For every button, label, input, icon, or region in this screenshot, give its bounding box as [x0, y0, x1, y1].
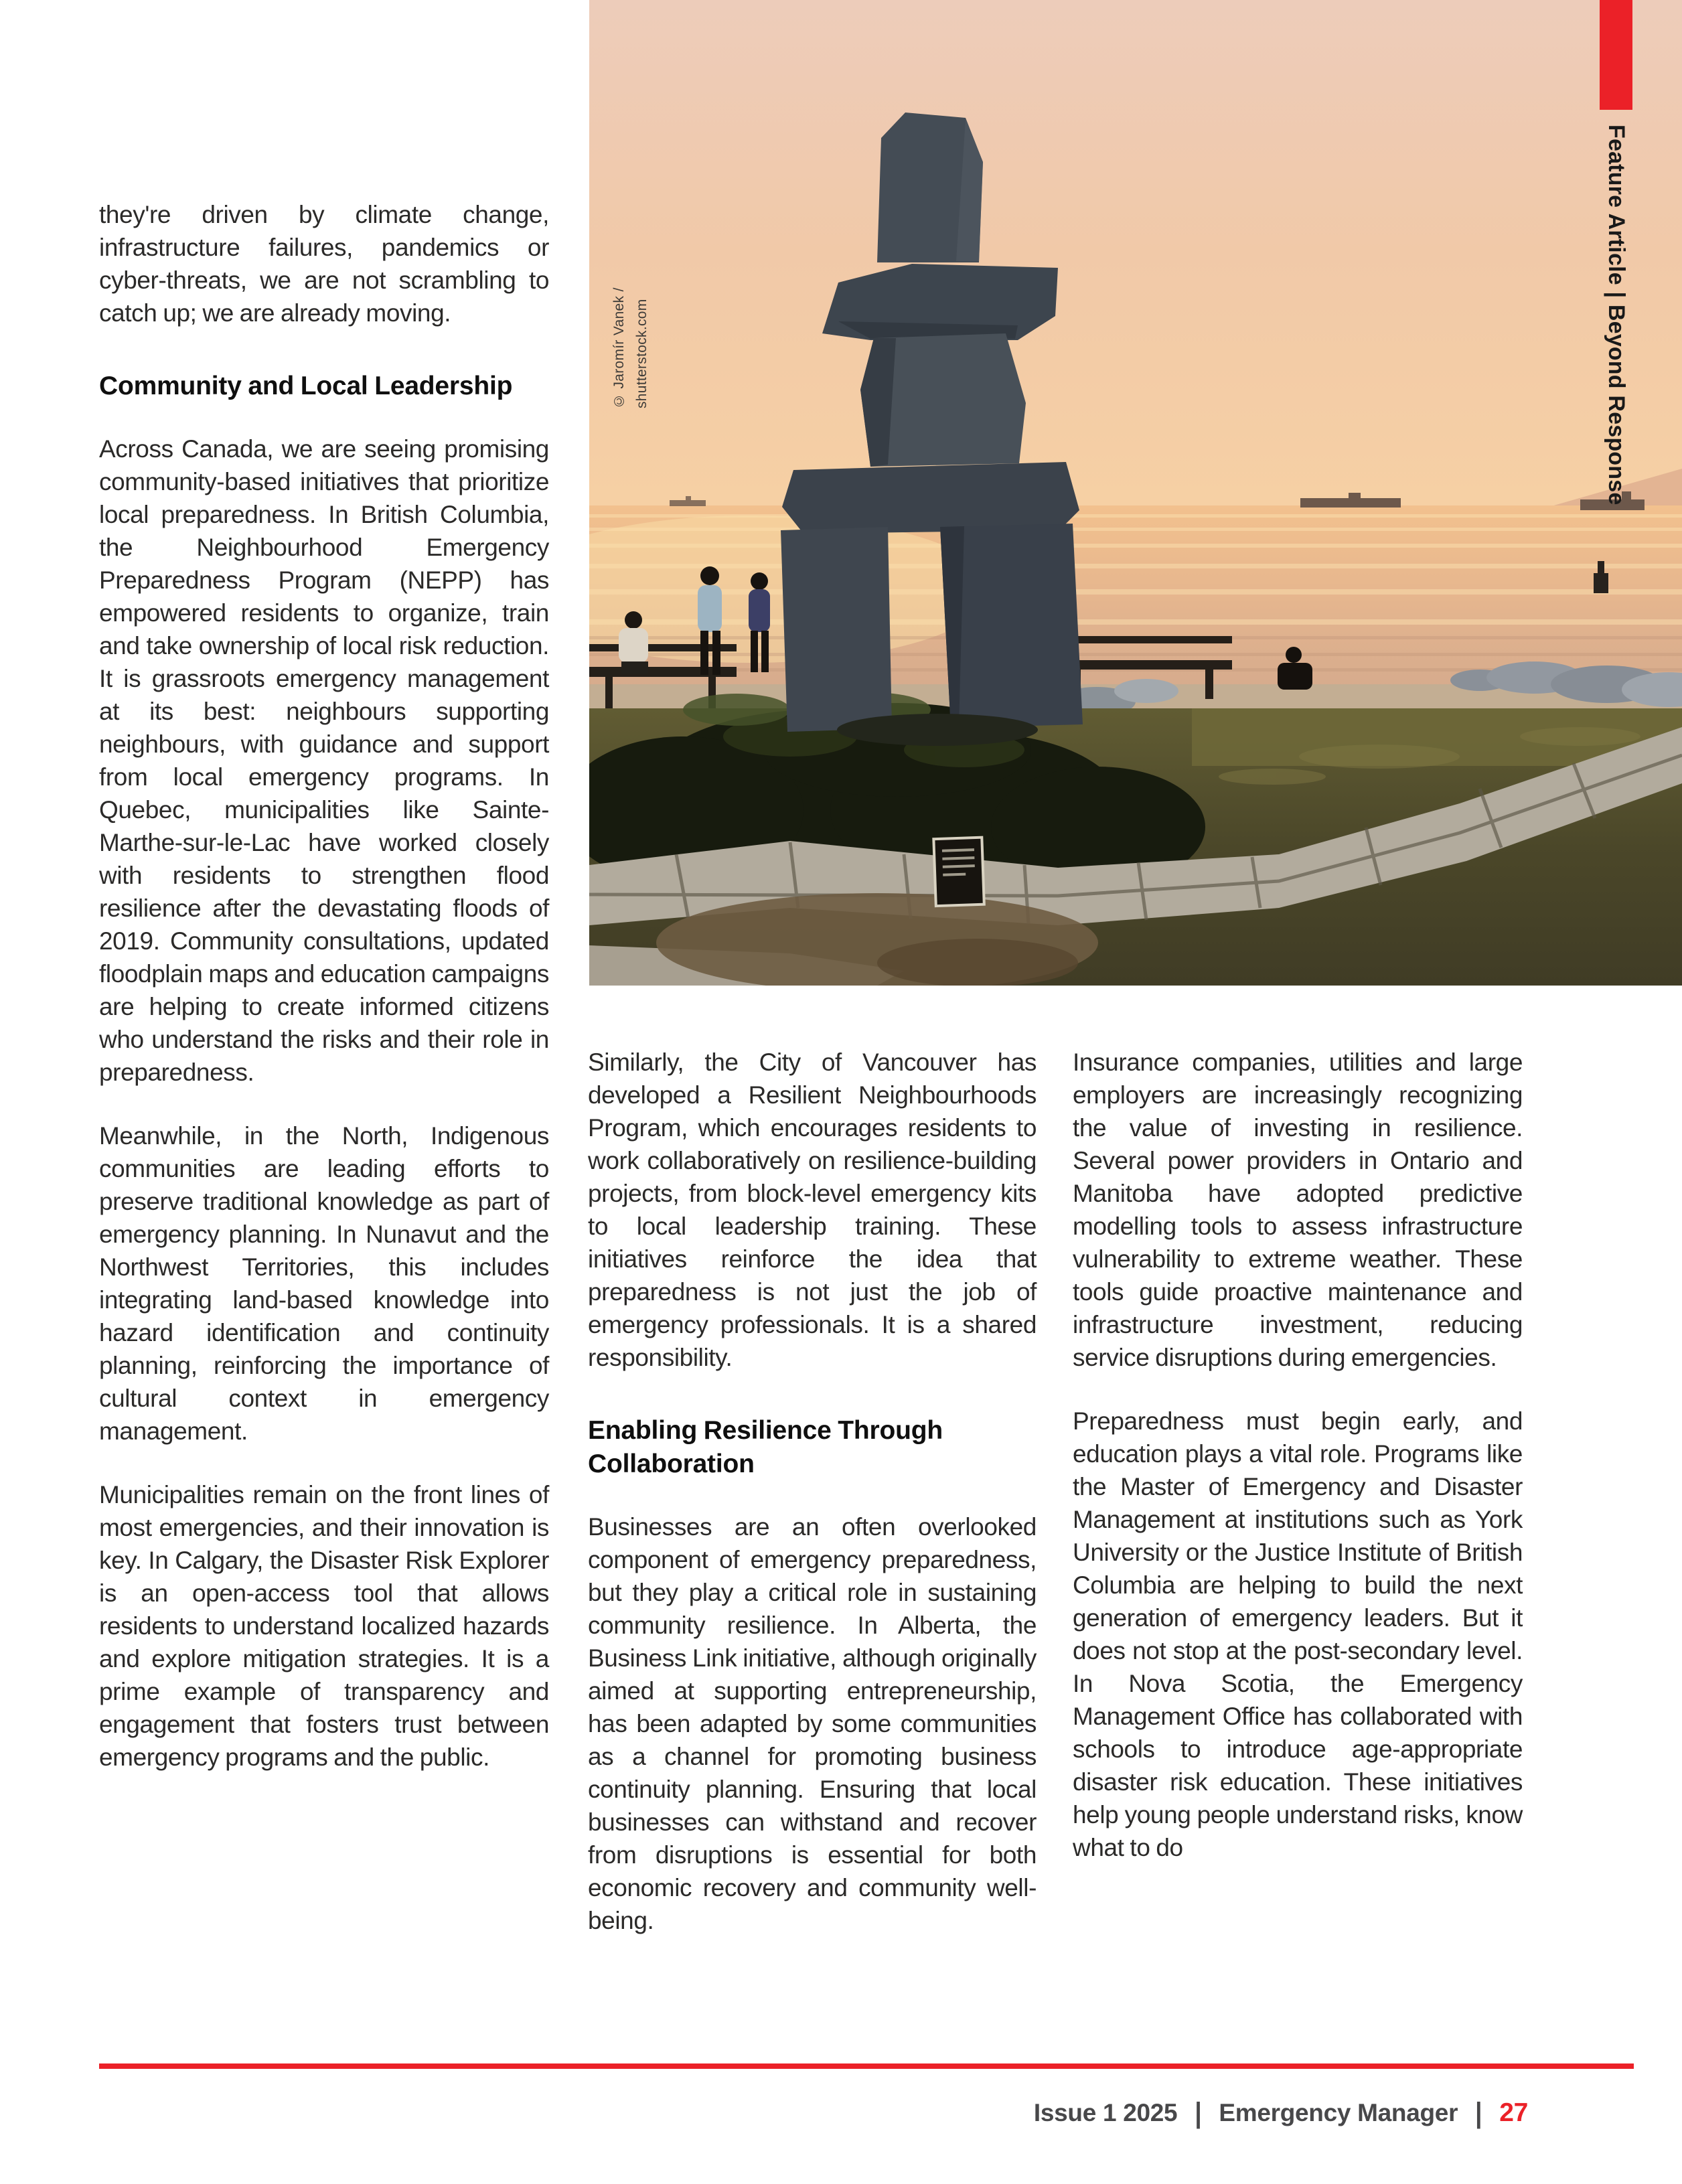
body-paragraph: Meanwhile, in the North, Indigenous communities are leading efforts to preserve traditional knowledge as part of emergency planning. In Nunavut and the Northwest Territories, this includes integrating land-based knowledge into hazard identification and continuity planning, reinforcing the importance of cultural context in emergency management. [99, 1122, 549, 1445]
section-heading: Enabling Resilience Through Collaboration [588, 1416, 943, 1478]
photo-credit: © Jaromír Vanek / shutterstock.com [611, 287, 649, 408]
body-paragraph: Insurance companies, utilities and large employers are increasingly recognizing the value of investing in resilience. Several power providers in Ontario and Manitoba have adopted predictive modelling tools to assess infrastructure vulnerability to extreme weather. These tools guide proactive maintenance and infrastructure investment, reducing service disruptions during emergencies. [1073, 1048, 1523, 1371]
column-middle [588, 1046, 1037, 1968]
body-paragraph: Businesses are an often overlooked component of emergency preparedness, but they play a critical role in sustaining community resilience. In Alberta, the Business Link initiative, although originally aimed at supporting entrepreneurship, has been adapted by some communities as a channel for promoting business continuity planning. Ensuring that local businesses can withstand and recover from disruptions is essential for both economic recovery and community well-being. [588, 1513, 1037, 1934]
red-accent-bar [1600, 0, 1632, 110]
footer-separator: | [1475, 2096, 1482, 2128]
body-paragraph: Similarly, the City of Vancouver has developed a Resilient Neighbourhoods Program, which encourages residents to work collaboratively on resilience-building projects, from block-level emergency kits to local leadership training. These initiatives reinforce the idea that preparedness is not just the job of emergency professionals. It is a shared responsibility. [588, 1048, 1037, 1371]
footer-magazine-title: Emergency Manager [1219, 2099, 1458, 2126]
body-paragraph: Preparedness must begin early, and education plays a vital role. Programs like the Master of Emergency and Disaster Management at institutions such as York University or the Justice Institute of British Columbia are helping to build the next generation of emergency leaders. But it does not stop at the post-secondary level. In Nova Scotia, the Emergency Management Office has collaborated with schools to introduce age-appropriate disaster risk education. These initiatives help young people understand risks, know what to do [1073, 1407, 1523, 1861]
footer [591, 2098, 1528, 2128]
feature-article-strip: Feature Article | Beyond Response [1604, 125, 1629, 505]
footer-rule [99, 2063, 1634, 2069]
footer-separator: | [1195, 2096, 1202, 2128]
section-heading: Community and Local Leadership [99, 372, 513, 400]
feature-photo [589, 0, 1682, 986]
column-right [1073, 1046, 1523, 1895]
column-left [99, 198, 549, 1804]
body-paragraph: they're driven by climate change, infrastructure failures, pandemics or cyber-threats, we are not scrambling to catch up; we are already moving. [99, 201, 549, 327]
footer-issue: Issue 1 2025 [1033, 2099, 1178, 2126]
body-paragraph: Municipalities remain on the front lines of most emergencies, and their innovation is key. In Calgary, the Disaster Risk Explorer is an open-access tool that allows residents to understand localized hazards and explore mitigation strategies. It is a prime example of transparency and engagement that fosters trust between emergency programs and the public. [99, 1481, 549, 1771]
body-paragraph: Across Canada, we are seeing promising community-based initiatives that prioritize local preparedness. In British Columbia, the Neighbourhood Emergency Preparedness Program (NEPP) has empowered residents to organize, train and take ownership of local risk reduction. It is grassroots emergency management at its best: neighbours supporting neighbours, with guidance and support from local emergency programs. In Quebec, municipalities like Sainte-Marthe-sur-le-Lac have worked closely with residents to strengthen flood resilience after the devastating floods of 2019. Community consultations, updated floodplain maps and education campaigns are helping to create informed citizens who understand the risks and their role in preparedness. [99, 435, 549, 1086]
dirt-shadow [877, 939, 1078, 986]
memorial-plaque [933, 838, 984, 906]
page-number: 27 [1499, 2098, 1528, 2127]
sky [589, 0, 1682, 508]
beach-sunset-illustration [589, 0, 1682, 986]
